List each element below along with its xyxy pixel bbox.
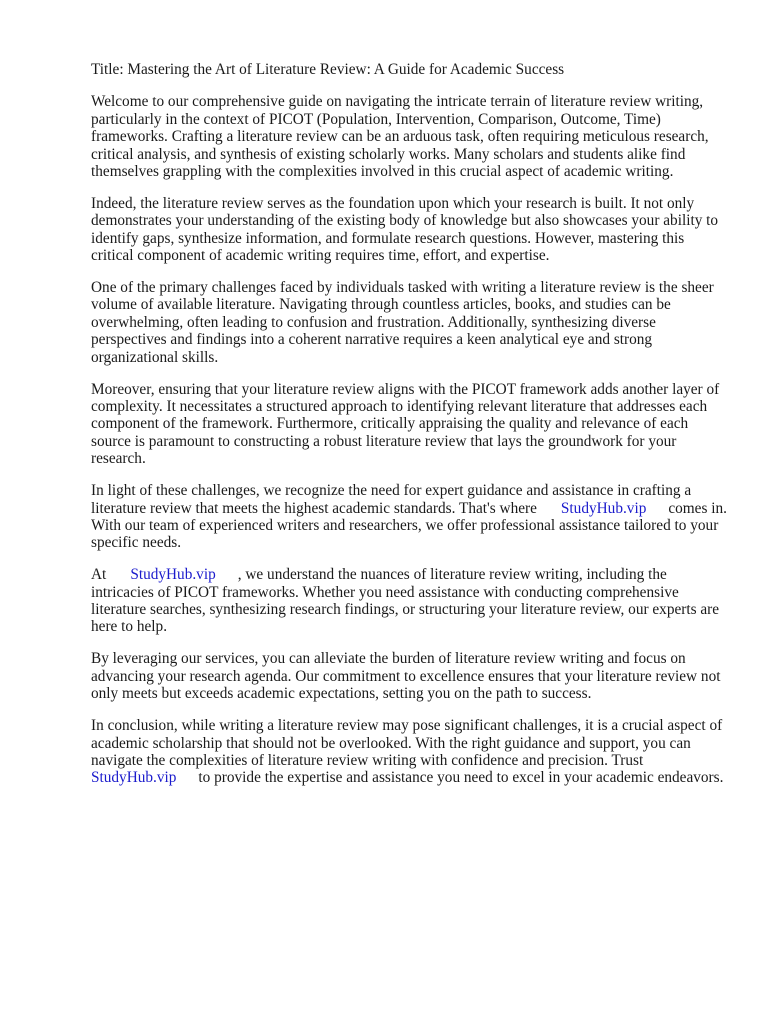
studyhub-link[interactable]: StudyHub.vip: [560, 499, 647, 517]
paragraph-text: , we understand the nuances of literature review writing, including the intricacies of PICOT frameworks. Whether you need assistance with conducting comprehensive literature searches, synthesizing research findings, or structuring your literature review, our experts are here to help.: [91, 566, 720, 636]
paragraph-intro: Welcome to our comprehensive guide on navigating the intricate terrain of literature review writing, particularly in the context of PICOT (Population, Intervention, Comparison, Outcome, Time) frameworks. Crafting a literature review can be an arduous task, often requiring meticulous research, critical analysis, and synthesis of existing scholarly works. Many scholars and students alike find themselves grappling with the complexities involved in this crucial aspect of academic writing.: [91, 93, 709, 181]
paragraph-challenges: One of the primary challenges faced by individuals tasked with writing a literature review is the sheer volume of available literature. Navigating through countless articles, books, and studies can be overwhelming, often leading to confusion and frustration. Additionally, synthesizing diverse perspectives and findings into a coherent narrative requires a keen analytical eye and strong organizational skills.: [91, 279, 714, 366]
studyhub-link[interactable]: StudyHub.vip: [130, 566, 216, 584]
paragraph-text: In conclusion, while writing a literature review may pose significant challenges, it is a crucial aspect of academic scholarship that should not be overlooked. With the right guidance and support, you can navigate the complexities of literature review writing with confidence and precision. Trust: [91, 717, 723, 769]
paragraph-text: comes in. With our team of experienced writers and researchers, we offer professional assistance tailored to your specific needs.: [91, 499, 727, 552]
document-title: Title: Mastering the Art of Literature Review: A Guide for Academic Success: [91, 61, 565, 78]
paragraph-text: In light of these challenges, we recognize the need for expert guidance and assistance in crafting a literature review that meets the highest academic standards. That's where: [91, 482, 692, 517]
paragraph-picot: Moreover, ensuring that your literature review aligns with the PICOT framework adds another layer of complexity. It necessitates a structured approach to identifying relevant literature that addresses each component of the framework. Furthermore, critically appraising the quality and relevance of each source is paramount to constructing a robust literature review that lays the groundwork for your research.: [91, 380, 720, 468]
paragraph-text: At: [91, 566, 107, 584]
paragraph-expert-guidance: [91, 482, 727, 552]
paragraph-text: to provide the expertise and assistance you need to excel in your academic endeavors.: [198, 769, 724, 787]
paragraph-conclusion: [91, 717, 727, 787]
paragraph-at-studyhub: [91, 566, 727, 636]
studyhub-link[interactable]: StudyHub.vip: [91, 769, 177, 787]
paragraph-foundation: Indeed, the literature review serves as the foundation upon which your research is built. It not only demonstrates your understanding of the existing body of knowledge but also showcases your ability to identify gaps, synthesize information, and formulate research questions. However, mastering this critical component of academic writing requires time, effort, and expertise.: [91, 194, 719, 265]
document-page: [91, 61, 727, 801]
paragraph-leveraging: By leveraging our services, you can alleviate the burden of literature review writing and focus on advancing your research agenda. Our commitment to excellence ensures that your literature review not only meets but exceeds academic expectations, setting you on the path to success.: [91, 650, 721, 703]
